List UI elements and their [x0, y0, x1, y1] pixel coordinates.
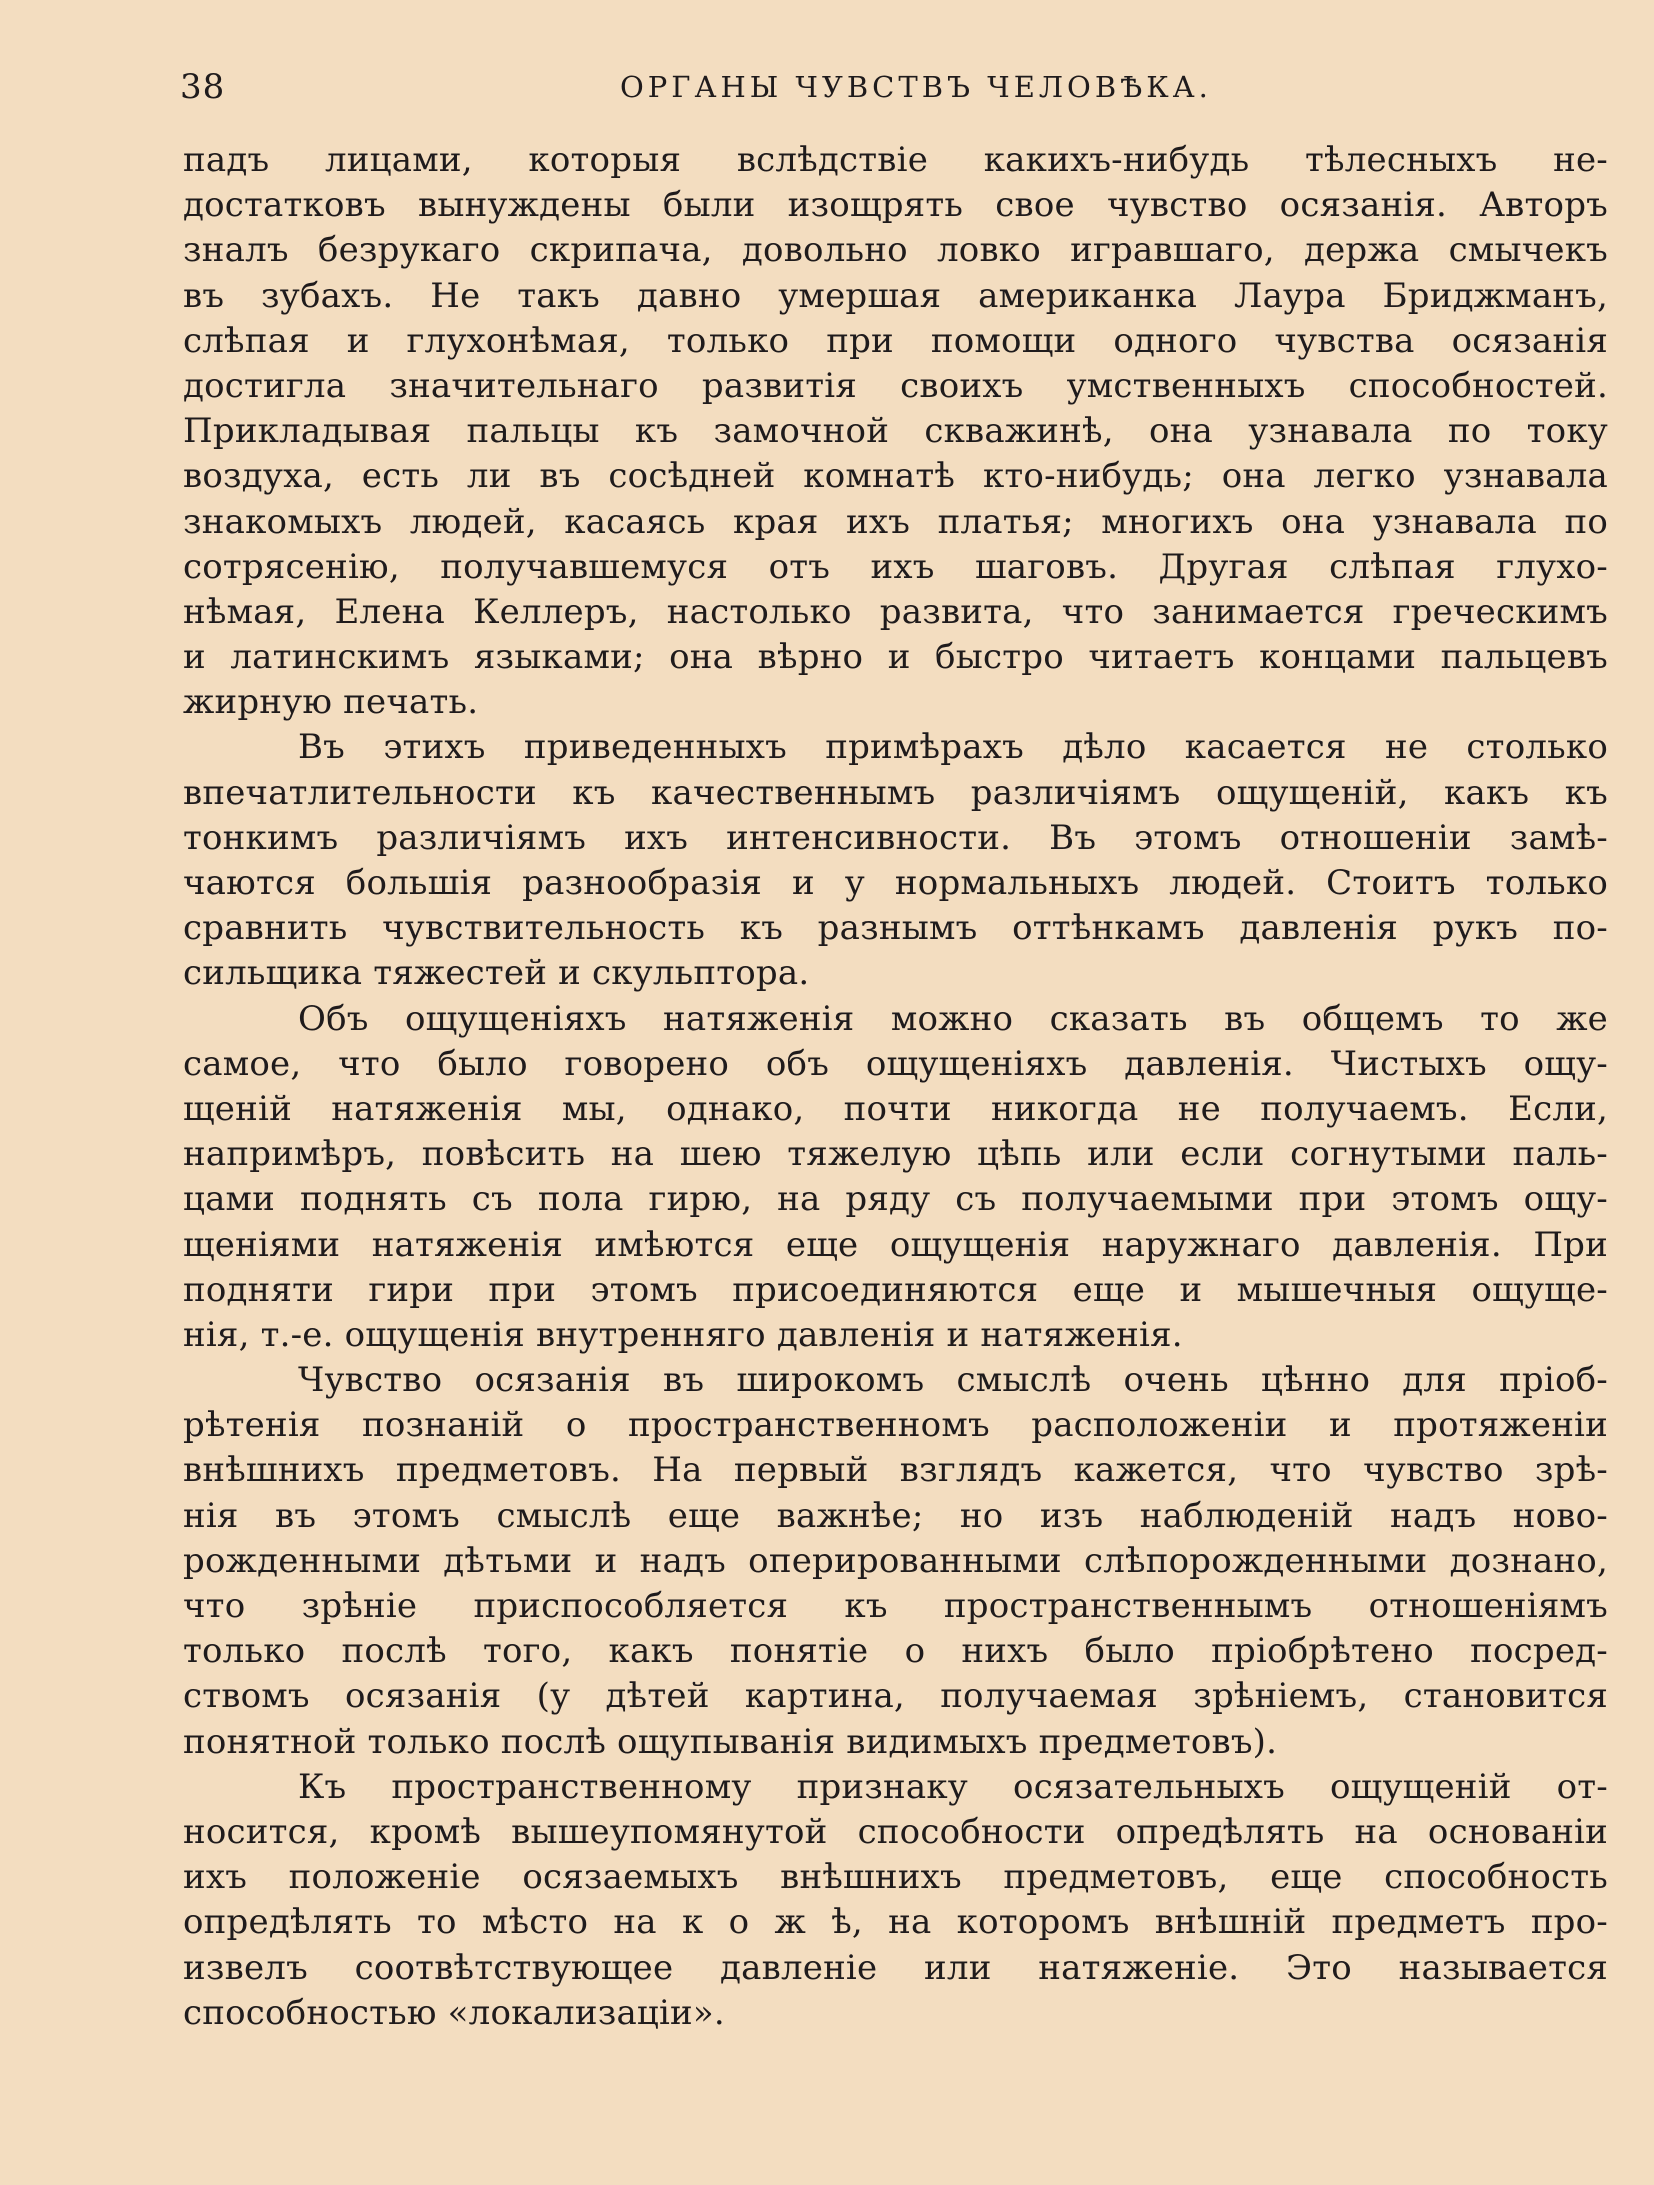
text-line: Прикладывая пальцы къ замочной скважинѣ, она узнавала по току [183, 411, 1608, 452]
text-line: достигла значительнаго развитія своихъ умственныхъ способностей. [183, 365, 1608, 406]
text-line: внѣшнихъ предметовъ. На первый взглядъ кажется, что чувство зрѣ- [183, 1450, 1608, 1491]
text-line: сотрясенію, получавшемуся отъ ихъ шаговъ. Другая слѣпая глухо- [183, 546, 1608, 587]
text-line: знакомыхъ людей, касаясь края ихъ платья; многихъ она узнавала по [183, 501, 1608, 542]
text-line: нія, т.-е. ощущенія внутренняго давленія и натяженія. [183, 1314, 1183, 1355]
text-line: тонкимъ различіямъ ихъ интенсивности. Въ этомъ отношеніи замѣ- [183, 817, 1608, 858]
text-line: щеніями натяженія имѣются еще ощущенія наружнаго давленія. При [183, 1224, 1608, 1265]
text-line: напримѣръ, повѣсить на шею тяжелую цѣпь или если согнутыми паль- [183, 1134, 1608, 1175]
text-line: чаются большія разнообразія и у нормальныхъ людей. Стоитъ только [183, 863, 1608, 903]
paragraph-1 [183, 138, 1608, 725]
text-line: Къ пространственному признаку осязательныхъ ощущеній от- [298, 1766, 1608, 1807]
text-line: ихъ положеніе осязаемыхъ внѣшнихъ предметовъ, еще способность [183, 1857, 1608, 1898]
text-line: сильщика тяжестей и скульптора. [183, 953, 810, 994]
text-line: въ зубахъ. Не такъ давно умершая американка Лаура Бриджманъ, [183, 275, 1608, 316]
text-line: ствомъ осязанія (у дѣтей картина, получаемая зрѣніемъ, становится [183, 1676, 1608, 1717]
text-line: достатковъ вынуждены были изощрять свое чувство осязанія. Авторъ [183, 185, 1608, 226]
text-line: жирную печать. [183, 682, 479, 723]
text-line: понятной только послѣ ощупыванія видимыхъ предметовъ). [183, 1721, 1278, 1762]
running-title: ОРГАНЫ ЧУВСТВЪ ЧЕЛОВѢКА. [620, 70, 1212, 104]
text-line: и латинскимъ языками; она вѣрно и быстро читаетъ концами пальцевъ [183, 637, 1608, 678]
running-head [180, 62, 1605, 112]
text-line: нѣмая, Елена Келлеръ, настолько развита, что занимается греческимъ [183, 591, 1608, 632]
paragraph-5 [183, 1765, 1608, 2036]
text-line: нія въ этомъ смыслѣ еще важнѣе; но изъ наблюденій надъ ново- [183, 1495, 1608, 1536]
text-line: падъ лицами, которыя вслѣдствіе какихъ-нибудь тѣлесныхъ не- [183, 140, 1608, 180]
text-line: рожденными дѣтьми и надъ оперированными слѣпорожденными дознано, [183, 1540, 1608, 1581]
text-line: способностью «локализаціи». [183, 1992, 725, 2033]
paragraph-2 [183, 725, 1608, 996]
text-line: подняти гири при этомъ присоединяются еще и мышечныя ощуще- [183, 1269, 1608, 1310]
text-line: слѣпая и глухонѣмая, только при помощи одного чувства осязанія [183, 320, 1608, 361]
page-number: 38 [180, 67, 226, 107]
text-line: цами поднять съ пола гирю, на ряду съ получаемыми при этомъ ощу- [183, 1179, 1608, 1220]
text-line: сравнить чувствительность къ разнымъ оттѣнкамъ давленія рукъ по- [183, 908, 1608, 949]
body-text [183, 138, 1608, 2036]
text-line: опредѣлять то мѣсто на к о ж ѣ, на которомъ внѣшній предметъ про- [183, 1902, 1608, 1943]
text-line: щеній натяженія мы, однако, почти никогда не получаемъ. Если, [183, 1088, 1608, 1129]
text-line: носится, кромѣ вышеупомянутой способности опредѣлять на основаніи [183, 1811, 1608, 1852]
text-line: Чувство осязанія въ широкомъ смыслѣ очень цѣнно для пріоб- [298, 1360, 1608, 1401]
text-line: что зрѣніе приспособляется къ пространственнымъ отношеніямъ [183, 1586, 1608, 1626]
paragraph-4 [183, 1358, 1608, 1765]
text-line: зналъ безрукаго скрипача, довольно ловко игравшаго, держа смычекъ [183, 230, 1608, 271]
paragraph-3 [183, 997, 1608, 1359]
text-line: воздуха, есть ли въ сосѣдней комнатѣ кто-нибудь; она легко узнавала [183, 456, 1608, 497]
text-line: самое, что было говорено объ ощущеніяхъ давленія. Чистыхъ ощу- [183, 1043, 1608, 1084]
text-line: только послѣ того, какъ понятіе о нихъ было пріобрѣтено посред- [183, 1631, 1608, 1672]
text-line: Въ этихъ приведенныхъ примѣрахъ дѣло касается не столько [298, 727, 1608, 768]
text-line: рѣтенія познаній о пространственномъ расположеніи и протяженіи [183, 1405, 1608, 1446]
text-line: извелъ соотвѣтствующее давленіе или натяженіе. Это называется [183, 1947, 1608, 1988]
text-line: впечатлительности къ качественнымъ различіямъ ощущеній, какъ къ [183, 772, 1608, 813]
text-line: Объ ощущеніяхъ натяженія можно сказать въ общемъ то же [298, 998, 1608, 1039]
